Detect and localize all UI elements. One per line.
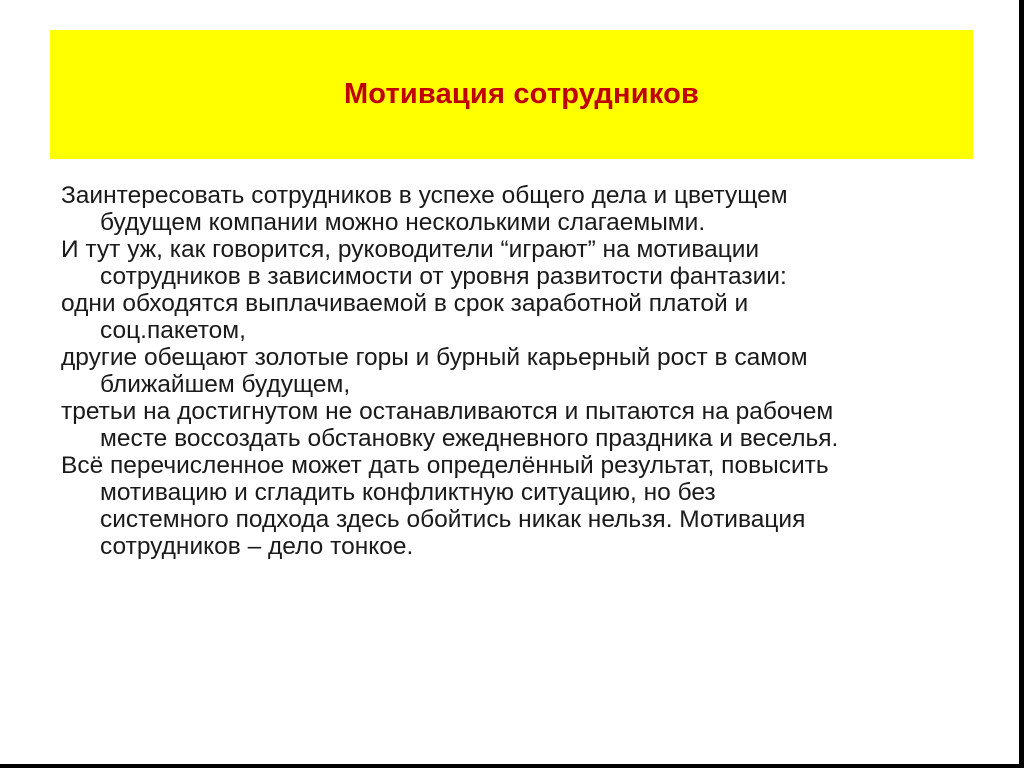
slide-title: Мотивация сотрудников (343, 78, 700, 110)
body-paragraph-5: третьи на достигнутом не останавливаются и пытаются на рабочем месте воссоздать обстановку ежедневного праздника и веселья. (61, 398, 839, 452)
body-paragraph-6: Всё перечисленное может дать определённый результат, повысить мотивацию и сгладить конфликтную ситуацию, но без системного подхода здесь обойтись никак нельзя. Мотивация сотрудников – дело тонкое. (61, 452, 829, 560)
body-paragraph-4: другие обещают золотые горы и бурный карьерный рост в самом ближайшем будущем, (61, 344, 808, 398)
title-banner (50, 30, 973, 159)
body-paragraph-3: одни обходятся выплачиваемой в срок заработной платой и соц.пакетом, (61, 290, 749, 344)
slide-body (61, 182, 981, 560)
body-paragraph-2: И тут уж, как говорится, руководители “играют” на мотивации сотрудников в зависимости от уровня развитости фантазии: (61, 236, 787, 290)
body-paragraph-1: Заинтересовать сотрудников в успехе общего дела и цветущем будущем компании можно несколькими слагаемыми. (61, 182, 788, 236)
